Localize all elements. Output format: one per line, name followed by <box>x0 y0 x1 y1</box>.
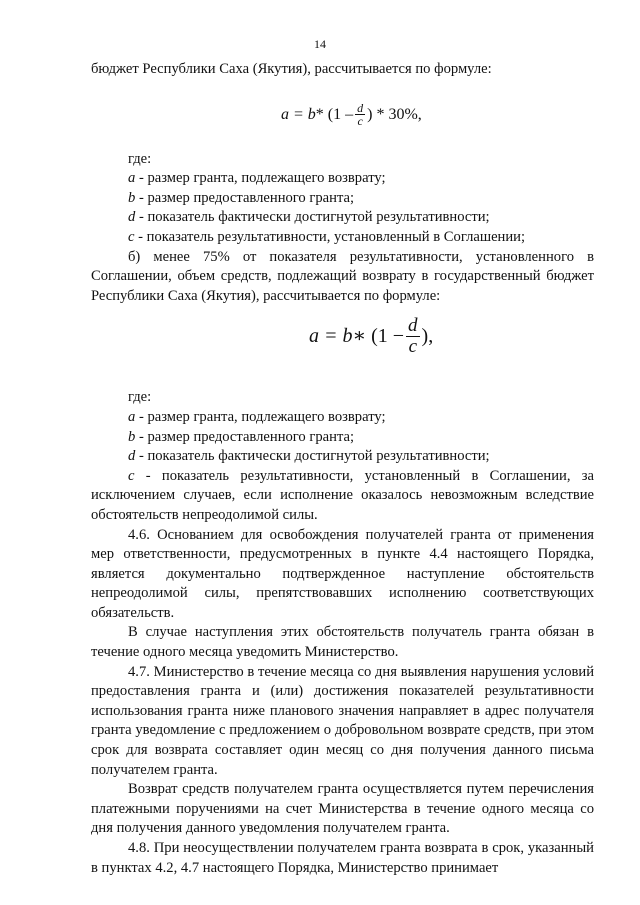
definition-a-2: a - размер гранта, подлежащего возврату; <box>128 408 386 425</box>
formula2-denominator: c <box>408 336 418 358</box>
formula2-fraction <box>406 316 420 357</box>
where-label-1: где: <box>128 150 152 167</box>
formula-less-75 <box>91 306 594 388</box>
formula1-lhs: a = b <box>281 105 316 123</box>
page-number: 14 <box>314 37 326 51</box>
definition-d-1: d - показатель фактически достигнутой результативности; <box>128 209 490 226</box>
formula2-numerator: d <box>408 315 418 337</box>
formula1-rhs: ) * 30%, <box>367 105 422 123</box>
formula1-numerator: d <box>357 100 364 115</box>
formula2-lhs: a = b <box>309 324 353 347</box>
formula1-fraction <box>355 102 365 128</box>
definition-d-2: d - показатель фактически достигнутой результативности; <box>128 448 490 465</box>
formula-30-percent <box>91 80 594 150</box>
definition-c-1: c - показатель результативности, установленный в Соглашении; <box>128 228 526 245</box>
definition-b-2: b - размер предоставленного гранта; <box>128 428 355 445</box>
formula2-rhs: ), <box>421 324 434 347</box>
formula2-mid: ∗ (1 − <box>352 324 405 347</box>
where-label-2: где: <box>128 389 152 406</box>
paragraph-b-less-75: б) менее 75% от показателя результативности, установленного в Соглашении, объем средств, подлежащий возврату в государственный бюджет Республики Саха (Якутия), рассчитывается по формуле: <box>91 248 594 304</box>
definition-c-2: c - показатель результативности, установленный в Соглашении, за исключением случаев, если исполнение оказалось невозможным вследствие обстоятельств непреодолимой силы. <box>91 467 594 523</box>
paragraph-4-6-notice: В случае наступления этих обстоятельств получатель гранта обязан в течение одного месяца уведомить Министерство. <box>91 624 594 661</box>
paragraph-4-7: 4.7. Министерство в течение месяца со дня выявления нарушения условий предоставления гранта и (или) достижения показателей результативности использования гранта ниже планового значения направляет в адрес получателя гранта уведомление с предложением о добровольном возврате средств, при этом срок для возврата составляет один месяц со дня получения данного письма получателем гранта. <box>91 663 594 778</box>
paragraph-4-6: 4.6. Основанием для освобождения получателей гранта от применения мер ответственности, предусмотренных в пункте 4.4 настоящего Порядка, является документально подтвержденное наступление обстоятельств непреодолимой силы, препятствовавших исполнению соответствующих обязательств. <box>91 526 594 621</box>
definition-a-1: a - размер гранта, подлежащего возврату; <box>128 170 386 187</box>
formula1-mid: * (1 – <box>315 105 354 123</box>
definition-b-1: b - размер предоставленного гранта; <box>128 189 355 206</box>
formula1-denominator: c <box>357 114 363 129</box>
paragraph-4-8: 4.8. При неосуществлении получателем гранта возврата в срок, указанный в пунктах 4.2, 4.7 настоящего Порядка, Министерство принимает <box>91 840 594 876</box>
page-body <box>91 60 594 878</box>
paragraph-intro: бюджет Республики Саха (Якутия), рассчитывается по формуле: <box>91 61 492 77</box>
paragraph-4-7-refund: Возврат средств получателем гранта осуществляется путем перечисления платежными поручениями на счет Министерства в течение одного месяца со дня получения данного уведомления получателем гранта. <box>91 781 594 837</box>
